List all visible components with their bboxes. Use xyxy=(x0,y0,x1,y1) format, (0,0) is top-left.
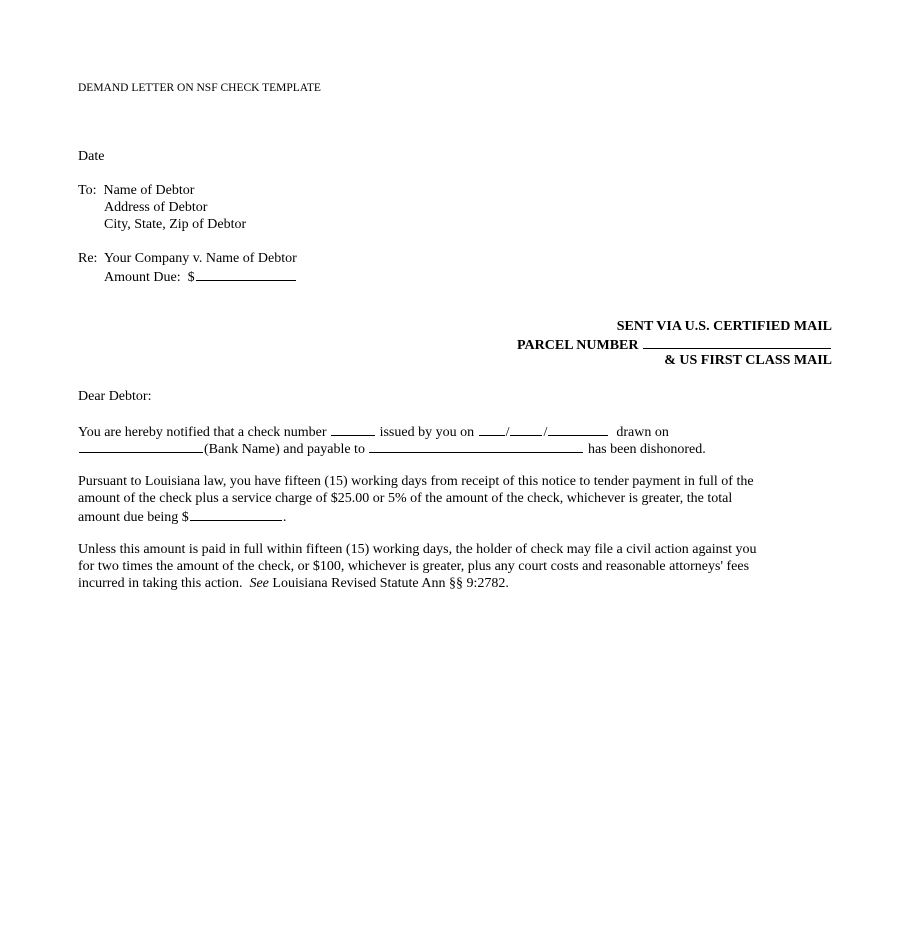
debtor-address: Address of Debtor xyxy=(104,200,208,215)
p1-text-c: drawn on xyxy=(616,425,669,440)
parcel-number-label: PARCEL NUMBER xyxy=(517,338,639,353)
paragraph-3-line-1: Unless this amount is paid in full within fifteen (15) working days, the holder of check may file a civil action against you xyxy=(78,542,757,557)
paragraph-1-line-2 xyxy=(78,439,706,458)
date-slash-1: / xyxy=(505,425,510,440)
payee-blank xyxy=(369,439,583,453)
date-day-blank xyxy=(510,422,542,436)
check-number-blank xyxy=(331,422,375,436)
amount-due-line xyxy=(104,267,297,286)
p1-text-e: has been dishonored. xyxy=(587,442,706,457)
mail-method-line3: & US FIRST CLASS MAIL xyxy=(664,353,832,368)
paragraph-2-line-1: Pursuant to Louisiana law, you have fifteen (15) working days from receipt of this notice to tender payment in full of the xyxy=(78,474,754,489)
salutation: Dear Debtor: xyxy=(78,389,152,404)
document-title: DEMAND LETTER ON NSF CHECK TEMPLATE xyxy=(78,82,321,94)
date-slash-2: / xyxy=(543,425,548,440)
p3-text-b: Louisiana Revised Statute Ann §§ 9:2782. xyxy=(272,576,509,591)
p1-text-b: issued by you on xyxy=(379,425,475,440)
debtor-city: City, State, Zip of Debtor xyxy=(104,217,247,232)
to-line xyxy=(78,182,194,199)
re-prefix: Re: xyxy=(78,251,98,266)
date-label: Date xyxy=(78,149,105,164)
paragraph-3-line-2: for two times the amount of the check, or $100, whichever is greater, plus any court costs and reasonable attorneys' fees xyxy=(78,559,750,574)
amount-due-label: Amount Due: xyxy=(104,270,181,285)
total-due-blank xyxy=(190,507,282,521)
paragraph-3-line-3 xyxy=(78,575,509,592)
re-text: Your Company v. Name of Debtor xyxy=(103,251,297,266)
bank-name-blank xyxy=(79,439,203,453)
paragraph-2-line-2: amount of the check plus a service charge of $25.00 or 5% of the amount of the check, whichever is greater, the total xyxy=(78,491,733,506)
p2-text: amount due being $ xyxy=(78,510,189,525)
p3-see-italic: See xyxy=(249,576,269,591)
date-month-blank xyxy=(479,422,505,436)
paragraph-2-line-3 xyxy=(78,507,286,526)
mail-method-line1: SENT VIA U.S. CERTIFIED MAIL xyxy=(616,319,832,334)
date-year-blank xyxy=(548,422,608,436)
p3-text-a: incurred in taking this action. xyxy=(78,576,243,591)
amount-due-blank xyxy=(196,267,296,281)
debtor-name: Name of Debtor xyxy=(103,183,195,198)
to-prefix: To: xyxy=(78,183,97,198)
re-line xyxy=(78,250,297,267)
parcel-number-blank xyxy=(643,335,831,349)
p1-text-d: (Bank Name) and payable to xyxy=(204,442,365,457)
p1-text-a: You are hereby notified that a check number xyxy=(78,425,327,440)
dollar-sign: $ xyxy=(187,270,195,285)
p2-period: . xyxy=(282,510,287,525)
